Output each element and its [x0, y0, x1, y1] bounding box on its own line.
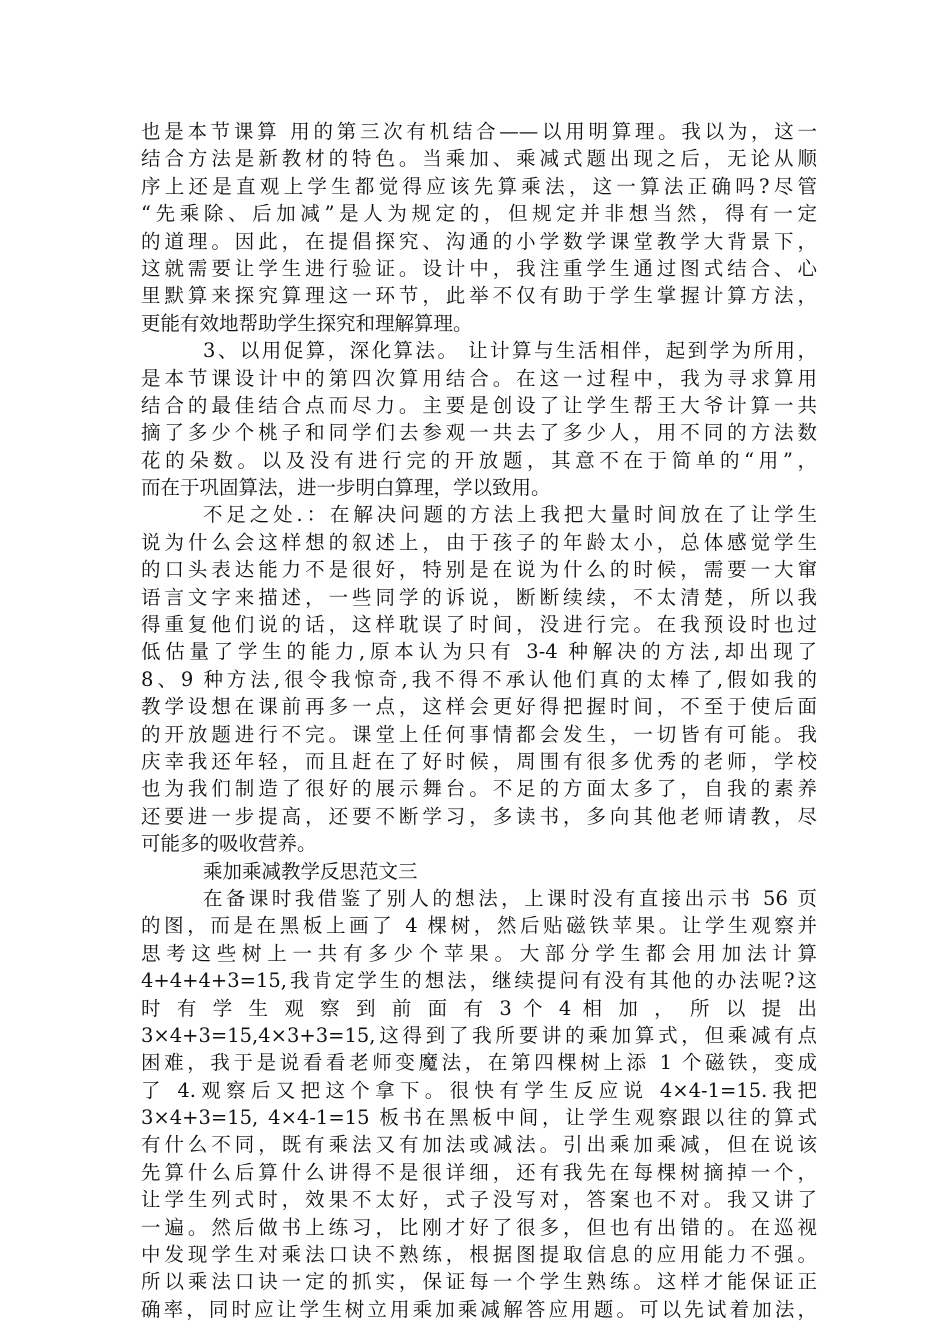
text-line: 了 4.观察后又把这个拿下。很快有学生反应说 4×4-1=15.我把 — [141, 1078, 817, 1102]
text-line: 的图，而是在黑板上画了 4 棵树，然后贴磁铁苹果。让学生观察并 — [141, 914, 817, 938]
text-line: 也是本节课算 用的第三次有机结合——以用明算理。我以为，这一 — [141, 120, 817, 143]
paragraph-start-line: 不足之处.：在解决问题的方法上我把大量时间放在了让学生 — [203, 503, 817, 527]
text-line: 是本节课设计中的第四次算用结合。在这一过程中，我为寻求算用 — [141, 366, 817, 390]
text-line: 一遍。然后做书上练习，比刚才好了很多，但也有出错的。在巡视 — [141, 1215, 817, 1239]
text-line: 的口头表达能力不是很好，特别是在说为什么的时候，需要一大窜 — [141, 558, 817, 582]
text-line: 花的朵数。以及没有进行完的开放题，其意不在于简单的“用”， — [141, 448, 817, 472]
text-line: 3×4+3=15, 4×4-1=15 板书在黑板中间，让学生观察跟以往的算式 — [141, 1106, 817, 1130]
text-line: 所以乘法口诀一定的抓实，保证每一个学生熟练。这样才能保证正 — [141, 1270, 817, 1294]
text-line: 的开放题进行不完。课堂上任何事情都会发生，一切皆有可能。我 — [141, 722, 817, 746]
text-line: 让学生列式时，效果不太好，式子没写对，答案也不对。我又讲了 — [141, 1188, 817, 1212]
text-line: 结合的最佳结合点而尽力。主要是创设了让学生帮王大爷计算一共 — [141, 393, 817, 417]
text-line: 8、9 种方法,很令我惊奇,我不得不承认他们真的太棒了,假如我的 — [141, 667, 817, 691]
text-line: 困难，我于是说看看老师变魔法，在第四棵树上添 1 个磁铁，变成 — [141, 1051, 817, 1075]
paragraph-start-line: 3、以用促算，深化算法。 让计算与生活相伴，起到学为所用， — [203, 339, 817, 363]
text-line: 可能多的吸收营养。 — [141, 832, 317, 856]
text-line: 语言文字来描述，一些同学的诉说，断断续续，不太清楚，所以我 — [141, 585, 817, 609]
text-line: 里默算来探究算理这一环节，此举不仅有助于学生掌握计算方法， — [141, 284, 817, 308]
text-line: 说为什么会这样想的叙述上，由于孩子的年龄太小，总体感觉学生 — [141, 530, 817, 554]
text-line: 得重复他们说的话，这样耽误了时间，没进行完。在我预设时也过 — [141, 613, 817, 637]
text-line: 教学设想在课前再多一点，这样会更好得把握时间，不至于使后面 — [141, 695, 817, 719]
text-line: 庆幸我还年轻，而且赶在了好时候，周围有很多优秀的老师，学校 — [141, 749, 817, 773]
text-line: 中发现学生对乘法口诀不熟练，根据图提取信息的应用能力不强。 — [141, 1243, 817, 1267]
text-line: 还要进一步提高，还要不断学习，多读书，多向其他老师请教，尽 — [141, 804, 817, 828]
text-line: 时 有 学 生 观 察 到 前 面 有 3 个 4 相 加 ， 所 以 提 出 — [141, 996, 817, 1020]
paragraph-start-line: 在备课时我借鉴了别人的想法，上课时没有直接出示书 56 页 — [203, 886, 817, 910]
text-line: 3×4+3=15,4×3+3=15,这得到了我所要讲的乘加算式，但乘减有点 — [141, 1023, 817, 1047]
document-body — [141, 118, 817, 1323]
text-line: “先乘除、后加减”是人为规定的，但规定并非想当然，得有一定 — [141, 202, 817, 226]
text-line: 结合方法是新教材的特色。当乘加、乘减式题出现之后，无论从顺 — [141, 147, 817, 171]
text-line: 的道理。因此，在提倡探究、沟通的小学数学课堂教学大背景下， — [141, 229, 817, 253]
text-line: 思考这些树上一共有多少个苹果。大部分学生都会用加法计算 — [141, 941, 817, 965]
text-line: 摘了多少个桃子和同学们去参观一共去了多少人，用不同的方法数 — [141, 421, 817, 445]
text-line: 序上还是直观上学生都觉得应该先算乘法，这一算法正确吗?尽管 — [141, 174, 817, 198]
text-line: 有什么不同，既有乘法又有加法或减法。引出乘加乘减，但在说该 — [141, 1133, 817, 1157]
text-line: 低估量了学生的能力,原本认为只有 3-4 种解决的方法,却出现了 — [141, 640, 817, 664]
text-line: 也为我们制造了很好的展示舞台。不足的方面太多了，自我的素养 — [141, 777, 817, 801]
text-line: 确率，同时应让学生树立用乘加乘减解答应用题。可以先试着加法， — [141, 1297, 817, 1321]
text-line: 先算什么后算什么讲得不是很详细，还有我先在每棵树摘掉一个， — [141, 1160, 817, 1184]
section-heading: 乘加乘减教学反思范文三 — [203, 859, 418, 883]
text-line: 这就需要让学生进行验证。设计中，我注重学生通过图式结合、心 — [141, 256, 817, 280]
text-line: 更能有效地帮助学生探究和理解算理。 — [141, 311, 473, 335]
text-line: 4+4+4+3=15,我肯定学生的想法，继续提问有没有其他的办法呢?这 — [141, 969, 817, 993]
text-line: 而在于巩固算法，进一步明白算理，学以致用。 — [141, 476, 551, 500]
